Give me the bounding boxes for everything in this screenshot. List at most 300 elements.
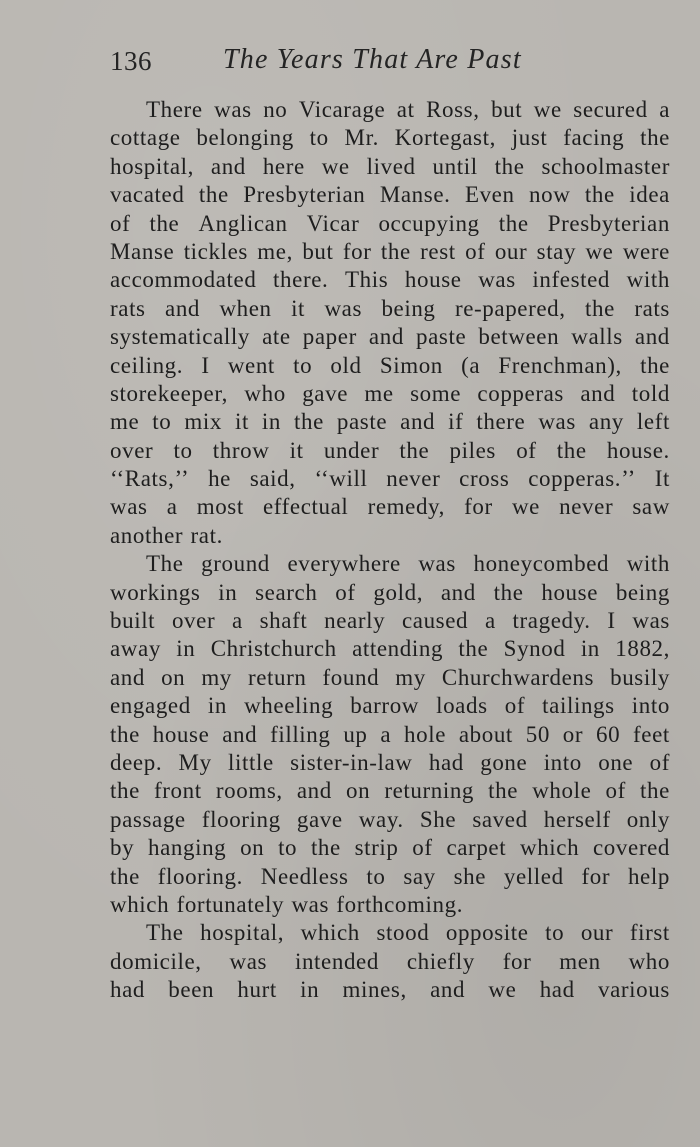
word: who (628, 948, 670, 974)
word: in (300, 977, 320, 1003)
word: and (296, 778, 332, 804)
word: systematically (110, 324, 250, 350)
word: workings (110, 579, 201, 605)
word: tailings (542, 693, 615, 719)
text-line (110, 777, 670, 805)
word: Vicar (306, 210, 360, 236)
word: rats (110, 295, 146, 321)
word: domicile, (110, 948, 202, 974)
word: we (488, 977, 517, 1003)
word: ate (262, 324, 291, 350)
word: Simon (379, 352, 443, 378)
word: being (615, 579, 670, 605)
word: said, (249, 466, 296, 492)
word: in (261, 409, 282, 435)
word: This (345, 267, 389, 293)
word: throw (212, 437, 270, 463)
word: to (278, 835, 298, 861)
word: was (229, 948, 268, 974)
word: into (631, 693, 670, 719)
word: we (585, 238, 614, 264)
word: forthcoming. (336, 891, 464, 917)
word: the (110, 863, 140, 889)
word: 50 (525, 721, 550, 747)
word: the (380, 238, 411, 264)
word: first (629, 920, 670, 946)
word: of (649, 749, 670, 775)
word: rooms, (215, 778, 283, 804)
text-line (110, 96, 670, 124)
word: hurt (237, 977, 277, 1003)
word: opposite (445, 920, 529, 946)
word: the (585, 295, 615, 321)
word: return (247, 664, 307, 690)
word: rest (420, 238, 456, 264)
word: most (196, 494, 244, 520)
text-line (110, 380, 670, 408)
word: just (511, 125, 548, 151)
word: The (146, 920, 184, 946)
word: saw (632, 494, 670, 520)
word: paper (302, 324, 357, 350)
text-line (110, 806, 670, 834)
word: lived (366, 153, 416, 179)
word: in (207, 693, 227, 719)
word: was (632, 608, 670, 634)
word: schoolmaster (541, 153, 670, 179)
word: a (232, 608, 243, 634)
word: front (154, 778, 202, 804)
word: only (626, 806, 670, 832)
running-head: The Years That Are Past (223, 44, 522, 75)
word: flooring (201, 806, 281, 832)
word: Manse. (379, 182, 451, 208)
word: mix (184, 409, 222, 435)
word: there (476, 409, 526, 435)
word: the (493, 579, 524, 605)
word: no (263, 97, 288, 122)
word: for (464, 494, 493, 520)
text-line (110, 465, 670, 493)
word: hole (404, 721, 446, 747)
word: was (538, 409, 576, 435)
word: our (494, 238, 528, 264)
word: and (222, 721, 258, 747)
text-line (110, 493, 670, 521)
word: was (478, 267, 516, 293)
word: for (581, 863, 611, 889)
word: yelled (503, 863, 564, 889)
word: some (410, 380, 462, 406)
word: secured (573, 97, 648, 122)
word: attending (352, 636, 444, 662)
word: Synod (503, 636, 566, 662)
word: gold, (373, 579, 424, 605)
word: in (580, 636, 600, 662)
word: built (110, 608, 156, 634)
word: if (448, 409, 464, 435)
word: engaged (110, 693, 191, 719)
word: passage (110, 806, 186, 832)
word: who (244, 380, 286, 406)
word: was (291, 891, 330, 917)
word: when (219, 295, 272, 321)
word: and (400, 409, 436, 435)
word: we (511, 494, 540, 520)
word: between (478, 324, 560, 350)
word: busily (610, 664, 670, 690)
word: idea (629, 182, 670, 208)
word: under (323, 437, 380, 463)
word: and (580, 380, 616, 406)
text-line (110, 522, 670, 550)
word: hanging (147, 835, 227, 861)
word: and (440, 579, 476, 605)
word: gave (302, 380, 349, 406)
word: cross (459, 466, 510, 492)
text-line (110, 664, 670, 692)
word: cottage (110, 125, 181, 151)
word: storekeeper, (110, 380, 229, 406)
word: never (386, 466, 441, 492)
body-text (110, 96, 670, 1005)
word: It (654, 466, 670, 492)
word: me (364, 380, 394, 406)
word: tragedy. (512, 608, 591, 634)
word: up (343, 721, 368, 747)
word: gave (296, 806, 343, 832)
word: was (418, 551, 456, 577)
word: the (498, 210, 529, 236)
word: covered (593, 835, 670, 861)
word: being (381, 295, 436, 321)
word: Needless (260, 863, 349, 889)
word: hospital, (200, 920, 285, 946)
word: and (110, 664, 146, 690)
text-line (110, 238, 670, 266)
word: now (529, 182, 571, 208)
text-line (110, 323, 670, 351)
word: on (240, 835, 265, 861)
word: our (580, 920, 614, 946)
word: was (214, 97, 252, 122)
word: which (110, 891, 170, 917)
text-line (110, 408, 670, 436)
word: the (488, 778, 519, 804)
word: Vicarage (298, 97, 386, 122)
word: a (659, 97, 670, 122)
word: (a (461, 352, 481, 378)
word: she (453, 863, 487, 889)
word: told (631, 380, 670, 406)
word: was (324, 295, 363, 321)
word: in (176, 636, 196, 662)
word: caused (401, 608, 469, 634)
word: for (342, 238, 372, 264)
word: to (545, 920, 565, 946)
word: the (310, 835, 341, 861)
word: There (146, 97, 203, 122)
word: had (539, 977, 575, 1003)
word: we (321, 153, 350, 179)
word: of (465, 238, 486, 264)
word: I (201, 352, 210, 378)
word: or (562, 721, 584, 747)
word: The (146, 551, 184, 577)
word: herself (543, 806, 611, 832)
word: to (366, 863, 386, 889)
word: over (171, 608, 216, 634)
word: my (201, 664, 232, 690)
word: the (294, 409, 324, 435)
word: accommodated (110, 267, 257, 293)
word: of (516, 437, 537, 463)
word: Even (464, 182, 515, 208)
word: re-papered, (454, 295, 566, 321)
word: She (419, 806, 457, 832)
word: to (173, 437, 193, 463)
word: away (110, 636, 161, 662)
word: but (491, 97, 523, 122)
word: search (255, 579, 318, 605)
word: Presbyterian (547, 210, 670, 236)
word: had (110, 977, 146, 1003)
word: he (208, 466, 231, 492)
word: filling (270, 721, 331, 747)
text-line (110, 834, 670, 862)
word: ‘‘Rats,’’ (110, 466, 190, 492)
word: left (636, 409, 670, 435)
word: stood (376, 920, 430, 946)
word: a (380, 721, 392, 747)
word: old (330, 352, 362, 378)
word: Anglican (198, 210, 288, 236)
word: carpet (446, 835, 507, 861)
word: Christchurch (210, 636, 337, 662)
word: were (622, 238, 670, 264)
word: stay (536, 238, 577, 264)
word: never (559, 494, 614, 520)
word: paste (416, 324, 467, 350)
word: over (110, 437, 154, 463)
word: on (161, 664, 186, 690)
word: at (396, 97, 415, 122)
word: the (640, 125, 670, 151)
word: Presbyterian (243, 182, 366, 208)
word: effectual (263, 494, 349, 520)
text-line (110, 181, 670, 209)
word: to (309, 125, 329, 151)
word: which (300, 920, 360, 946)
word: the (494, 153, 525, 179)
word: barrow (350, 693, 420, 719)
word: My (178, 749, 212, 775)
text-line (110, 210, 670, 238)
word: say (403, 863, 436, 889)
text-line (110, 692, 670, 720)
page-header (110, 42, 670, 82)
word: walls (571, 324, 623, 350)
word: but (302, 238, 334, 264)
text-line (110, 863, 670, 891)
word: ‘‘will (314, 466, 368, 492)
word: by (110, 835, 135, 861)
word: of (110, 210, 131, 236)
word: the (458, 636, 489, 662)
word: Kortegast, (394, 125, 496, 151)
word: belonging (196, 125, 294, 151)
word: paste (336, 409, 388, 435)
word: help (627, 863, 670, 889)
word: ceiling. (110, 352, 184, 378)
word: honeycombed (473, 551, 610, 577)
word: of (335, 579, 356, 605)
text-line (110, 635, 670, 663)
word: with (626, 267, 670, 293)
word: house (541, 579, 599, 605)
word: a (484, 608, 496, 634)
word: returning (384, 778, 475, 804)
word: another (110, 522, 184, 548)
word: the (110, 778, 140, 804)
word: sister-in-law (290, 749, 413, 775)
word: chiefly (406, 948, 475, 974)
word: of (412, 835, 433, 861)
word: Frenchman), (498, 352, 622, 378)
word: to (152, 409, 172, 435)
text-line (110, 437, 670, 465)
word: and (165, 295, 201, 321)
word: of (504, 693, 526, 719)
word: my (395, 664, 426, 690)
word: we (533, 97, 562, 122)
word: Mr. (344, 125, 379, 151)
word: about (458, 721, 513, 747)
word: the (556, 437, 587, 463)
word: found (322, 664, 380, 690)
word: to (293, 352, 313, 378)
word: the (640, 352, 670, 378)
word: been (168, 977, 215, 1003)
page-number: 136 (110, 46, 152, 76)
text-line (110, 295, 670, 323)
word: until (432, 153, 478, 179)
word: tickles (183, 238, 248, 264)
word: for (502, 948, 532, 974)
text-line (110, 579, 670, 607)
word: it (289, 437, 304, 463)
word: infested (532, 267, 611, 293)
word: it (291, 295, 306, 321)
word: various (598, 977, 670, 1003)
word: there. (273, 267, 329, 293)
word: the (640, 778, 670, 804)
word: Ross, (426, 97, 480, 122)
word: and (368, 324, 404, 350)
word: wheeling (244, 693, 334, 719)
text-line (110, 919, 670, 947)
word: here (262, 153, 305, 179)
word: on (346, 778, 371, 804)
word: which (520, 835, 580, 861)
word: 1882, (615, 636, 670, 662)
word: shaft (259, 608, 308, 634)
word: saved (472, 806, 528, 832)
word: me, (257, 238, 293, 264)
word: had (428, 749, 464, 775)
word: intended (294, 948, 379, 974)
word: of (605, 778, 626, 804)
text-line (110, 891, 670, 919)
word: and (634, 324, 670, 350)
word: everywhere (287, 551, 401, 577)
word: whole (532, 778, 592, 804)
word: strip (354, 835, 399, 861)
word: the (110, 721, 140, 747)
text-line (110, 124, 670, 152)
word: loads (436, 693, 488, 719)
word: occupying (378, 210, 480, 236)
word: rat. (190, 522, 223, 548)
word: and (210, 153, 246, 179)
word: into (543, 749, 582, 775)
word: I (607, 608, 616, 634)
word: the (149, 210, 180, 236)
word: house (152, 721, 210, 747)
word: Manse (110, 238, 175, 264)
word: the (584, 182, 615, 208)
word: rats (634, 295, 670, 321)
word: house. (606, 437, 670, 463)
word: feet (633, 721, 670, 747)
word: men (559, 948, 601, 974)
word: copperas (477, 380, 564, 406)
text-line (110, 550, 670, 578)
word: in (218, 579, 238, 605)
word: facing (563, 125, 625, 151)
word: and (430, 977, 466, 1003)
text-line (110, 721, 670, 749)
word: remedy, (367, 494, 446, 520)
word: flooring. (157, 863, 243, 889)
text-line (110, 749, 670, 777)
word: deep. (110, 749, 163, 775)
word: with (626, 551, 670, 577)
word: fortunately (176, 891, 285, 917)
word: any (588, 409, 624, 435)
word: mines, (342, 977, 407, 1003)
word: Churchwardens (441, 664, 595, 690)
word: it (234, 409, 249, 435)
word: copperas.’’ (528, 466, 636, 492)
word: ground (201, 551, 270, 577)
word: a (166, 494, 178, 520)
text-line (110, 266, 670, 294)
word: the (198, 182, 229, 208)
word: one (598, 749, 634, 775)
word: nearly (324, 608, 386, 634)
text-line (110, 607, 670, 635)
word: was (110, 494, 148, 520)
word: house (404, 267, 462, 293)
word: gone (480, 749, 528, 775)
word: piles (449, 437, 496, 463)
word: vacated (110, 182, 185, 208)
word: way. (358, 806, 404, 832)
word: 60 (595, 721, 621, 747)
text-line (110, 153, 670, 181)
word: hospital, (110, 153, 194, 179)
